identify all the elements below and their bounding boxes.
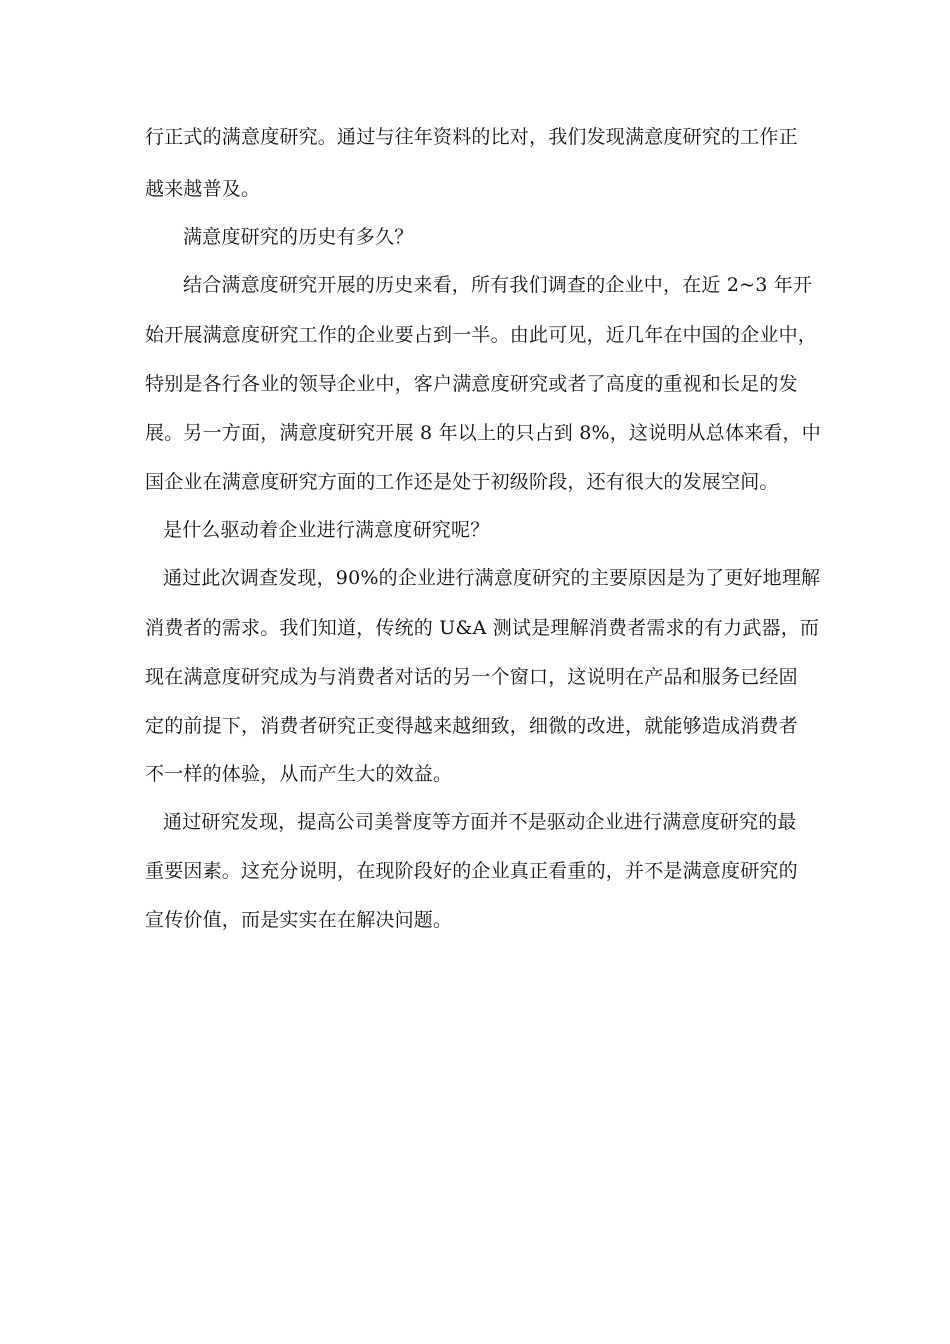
text-line: 行正式的满意度研究。通过与往年资料的比对，我们发现满意度研究的工作正	[145, 126, 798, 148]
text-line: 通过研究发现，提高公司美誉度等方面并不是驱动企业进行满意度研究的最	[163, 811, 797, 833]
text-line: 始开展满意度研究工作的企业要占到一半。由此可见，近几年在中国的企业中，	[145, 324, 818, 346]
section-question: 是什么驱动着企业进行满意度研究呢？	[163, 519, 490, 541]
text-line: 重要因素。这充分说明，在现阶段好的企业真正看重的，并不是满意度研究的	[145, 860, 798, 882]
text-line: 宣传价值，而是实实在在解决问题。	[145, 909, 453, 931]
text-line: 消费者的需求。我们知道，传统的 U&A 测试是理解消费者需求的有力武器，而	[145, 617, 820, 639]
section-question: 满意度研究的历史有多久？	[183, 226, 414, 248]
text-line: 不一样的体验，从而产生大的效益。	[145, 763, 453, 785]
text-line: 现在满意度研究成为与消费者对话的另一个窗口，这说明在产品和服务已经固	[145, 666, 798, 688]
text-line: 定的前提下，消费者研究正变得越来越细致，细微的改进，就能够造成消费者	[145, 715, 798, 737]
text-line: 越来越普及。	[145, 178, 261, 200]
text-line: 国企业在满意度研究方面的工作还是处于初级阶段，还有很大的发展空间。	[145, 471, 779, 493]
text-line: 特别是各行各业的领导企业中，客户满意度研究或者了高度的重视和长足的发	[145, 373, 798, 395]
text-line: 结合满意度研究开展的历史来看，所有我们调查的企业中，在近 2~3 年开	[183, 274, 813, 296]
text-line: 通过此次调查发现，90%的企业进行满意度研究的主要原因是为了更好地理解	[163, 567, 821, 589]
text-line: 展。另一方面，满意度研究开展 8 年以上的只占到 8%，这说明从总体来看，中	[145, 422, 821, 444]
